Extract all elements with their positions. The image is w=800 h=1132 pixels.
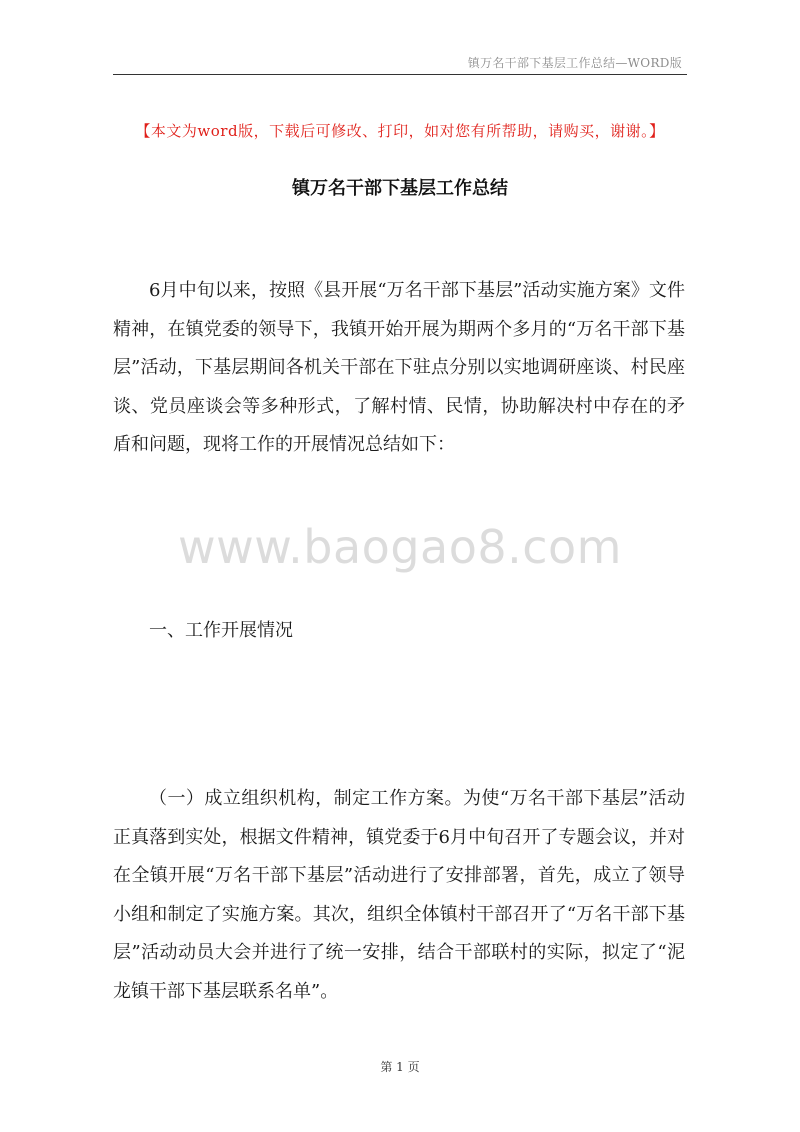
header-divider — [113, 74, 687, 75]
intro-paragraph: 6月中旬以来，按照《县开展“万名干部下基层”活动实施方案》文件精神，在镇党委的领导下，我镇开始开展为期两个多月的“万名干部下基层”活动，下基层期间各机关干部在下驻点分别以实地调研座谈、村民座谈、党员座谈会等多种形式，了解村情、民情，协助解决村中存在的矛盾和问题，现将工作的开展情况总结如下： — [113, 280, 685, 455]
watermark: www.baogao8.com — [178, 520, 622, 574]
running-header: 镇万名干部下基层工作总结—WORD版 — [467, 56, 682, 70]
purchase-notice: 【本文为word版，下载后可修改、打印，如对您有所帮助，请购买，谢谢。】 — [135, 122, 665, 140]
page-number: 第 1 页 — [380, 1060, 420, 1074]
document-title: 镇万名干部下基层工作总结 — [292, 178, 508, 199]
section-heading: 一、工作开展情况 — [149, 620, 293, 641]
body-paragraph: （一）成立组织机构，制定工作方案。为使“万名干部下基层”活动正真落到实处，根据文件精神，镇党委于6月中旬召开了专题会议，并对在全镇开展“万名干部下基层”活动进行了安排部署，首先，成立了领导小组和制定了实施方案。其次，组织全体镇村干部召开了“万名干部下基层”活动动员大会并进行了统一安排，结合干部联村的实际，拟定了“泥龙镇干部下基层联系名单”。 — [113, 788, 685, 1002]
